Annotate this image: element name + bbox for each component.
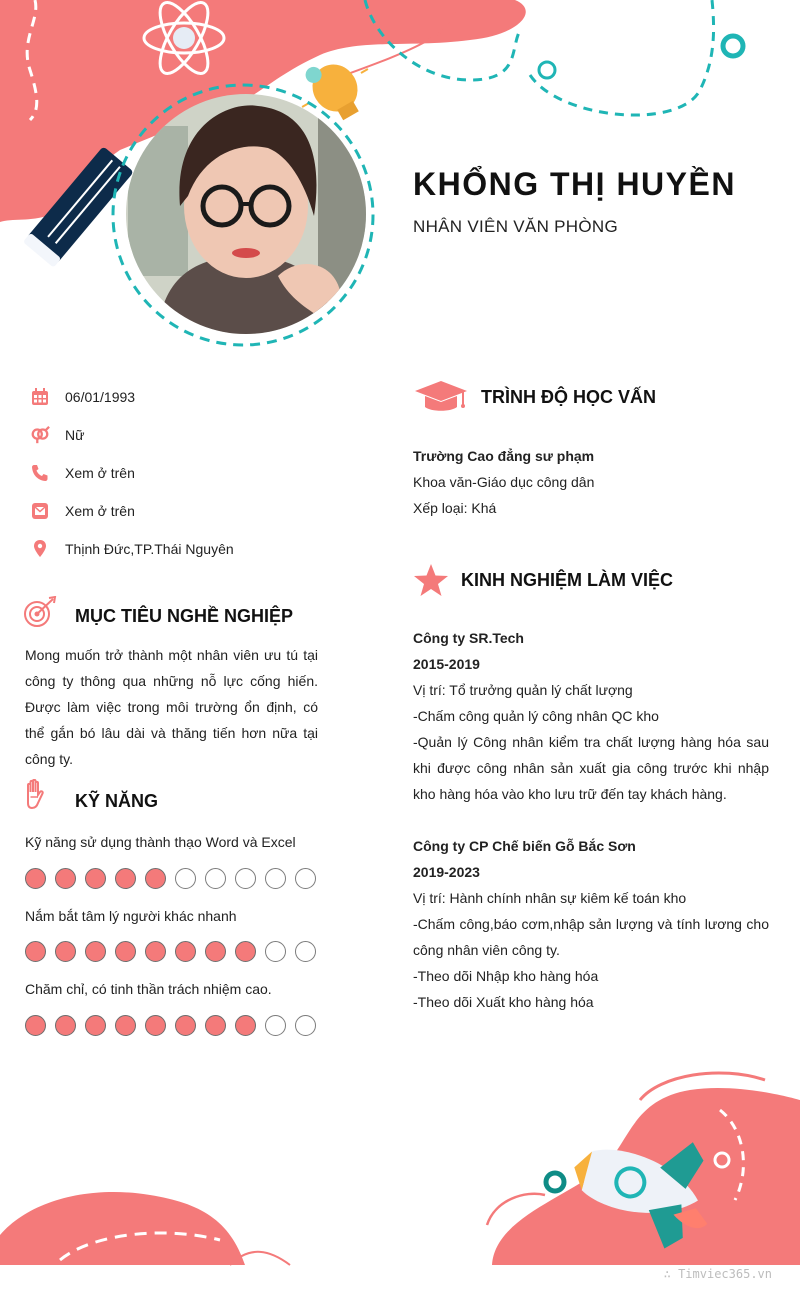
job-position: Vị trí: Hành chính nhân sự kiêm kế toán kho <box>413 890 687 906</box>
rating-dot-filled <box>55 1015 76 1036</box>
calendar-icon <box>30 387 50 407</box>
rating-dot-filled <box>25 868 46 889</box>
rating-dot-filled <box>115 868 136 889</box>
rating-dot-empty <box>205 868 226 889</box>
skills-title: KỸ NĂNG <box>75 791 159 811</box>
grade: Xếp loại: Khá <box>413 500 497 516</box>
rating-dot-empty <box>175 868 196 889</box>
education-block <box>413 443 769 521</box>
job-period: 2015-2019 <box>413 656 480 672</box>
major: Khoa văn-Giáo dục công dân <box>413 474 595 490</box>
rating-dot-empty <box>295 868 316 889</box>
company-name: Công ty SR.Tech <box>413 630 524 646</box>
rating-dot-filled <box>85 868 106 889</box>
rating-dot-filled <box>205 1015 226 1036</box>
rating-dot-filled <box>55 941 76 962</box>
rating-dot-filled <box>85 1015 106 1036</box>
rating-dot-filled <box>205 941 226 962</box>
skill-label: Chăm chỉ, có tinh thần trách nhiệm cao. <box>25 981 272 997</box>
rating-dot-filled <box>25 941 46 962</box>
rating-dot-filled <box>235 941 256 962</box>
contact-text: Nữ <box>65 427 85 443</box>
job-duty: -Chấm công,báo cơm,nhập sản lượng và tính lương cho công nhân viên công ty. <box>413 916 769 958</box>
rating-dot-filled <box>115 1015 136 1036</box>
skill-rating <box>25 868 316 889</box>
candidate-name: KHỔNG THỊ HUYỀN <box>413 166 736 202</box>
company-name: Công ty CP Chế biến Gỗ Bắc Sơn <box>413 838 636 854</box>
job-duty: -Theo dõi Xuất kho hàng hóa <box>413 994 594 1010</box>
profile-photo <box>118 86 374 342</box>
job-entry <box>413 625 769 807</box>
graduation-cap-icon <box>413 379 469 420</box>
contact-text: Thịnh Đức,TP.Thái Nguyên <box>65 541 234 557</box>
hand-icon <box>24 779 48 816</box>
job-entry <box>413 833 769 1015</box>
job-duty: -Quản lý Công nhân kiểm tra chất lượng hàng hóa sau khi được công nhân sản xuất gia công trước khi nhập kho hàng hóa vào kho lưu trữ đến tay khách hàng. <box>413 734 769 802</box>
contact-email <box>30 499 360 523</box>
rating-dot-filled <box>55 868 76 889</box>
skill-label: Kỹ năng sử dụng thành thạo Word và Excel <box>25 834 296 850</box>
experience-title: KINH NGHIỆM LÀM VIỆC <box>461 570 674 590</box>
skill-rating <box>25 941 316 962</box>
rating-dot-empty <box>265 1015 286 1036</box>
rating-dot-filled <box>235 1015 256 1036</box>
rating-dot-empty <box>295 941 316 962</box>
phone-icon <box>30 463 50 483</box>
skill-label: Nắm bắt tâm lý người khác nhanh <box>25 908 237 924</box>
contact-address <box>30 537 360 561</box>
gender-icon <box>30 425 50 445</box>
target-icon <box>23 596 57 633</box>
rating-dot-empty <box>265 941 286 962</box>
bottom-decoration <box>0 1060 800 1291</box>
school-name: Trường Cao đẳng sư phạm <box>413 448 595 464</box>
contact-phone <box>30 461 360 485</box>
job-duty: -Chấm công quản lý công nhân QC kho <box>413 708 659 724</box>
rating-dot-filled <box>175 941 196 962</box>
contact-text: Xem ở trên <box>65 503 135 519</box>
rating-dot-filled <box>115 941 136 962</box>
rating-dot-filled <box>25 1015 46 1036</box>
objective-title: MỤC TIÊU NGHỀ NGHIỆP <box>75 606 294 626</box>
email-icon <box>30 501 50 521</box>
rating-dot-empty <box>235 868 256 889</box>
location-icon <box>30 539 50 559</box>
contact-text: 06/01/1993 <box>65 389 136 405</box>
contact-birthday <box>30 385 360 409</box>
contact-gender <box>30 423 360 447</box>
rating-dot-filled <box>145 941 166 962</box>
job-duty: -Theo dõi Nhập kho hàng hóa <box>413 968 599 984</box>
rating-dot-filled <box>145 868 166 889</box>
job-position: Vị trí: Tổ trưởng quản lý chất lượng <box>413 682 633 698</box>
objective-text: Mong muốn trở thành một nhân viên ưu tú tại công ty thông qua những nỗ lực cống hiến. Được làm việc trong môi trường ổn định, có thể gắn bó lâu dài và thăng tiến hơn nữa tại công ty. <box>25 647 318 767</box>
job-period: 2019-2023 <box>413 864 480 880</box>
rating-dot-filled <box>85 941 106 962</box>
education-title: TRÌNH ĐỘ HỌC VẤN <box>481 387 656 407</box>
skill-rating <box>25 1015 316 1036</box>
rating-dot-empty <box>265 868 286 889</box>
watermark: ∴ Timviec365.vn <box>663 1267 772 1281</box>
contact-text: Xem ở trên <box>65 465 135 481</box>
rating-dot-filled <box>145 1015 166 1036</box>
rating-dot-empty <box>295 1015 316 1036</box>
job-title: NHÂN VIÊN VĂN PHÒNG <box>413 217 619 236</box>
rating-dot-filled <box>175 1015 196 1036</box>
star-icon <box>413 563 449 602</box>
